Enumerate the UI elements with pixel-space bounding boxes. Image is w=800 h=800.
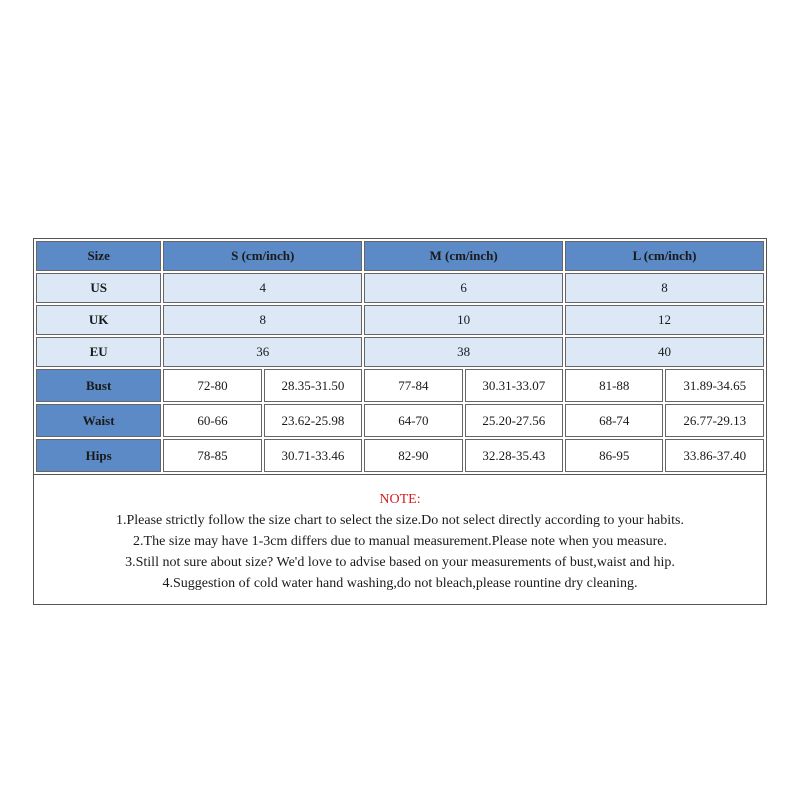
cell: 81-88 — [565, 369, 663, 402]
measure-row-hips — [36, 439, 764, 472]
measure-row-waist — [36, 404, 764, 437]
size-chart — [33, 238, 767, 605]
note-line-3: 3.Still not sure about size? We'd love to advise based on your measurements of bust,waist and hip. — [125, 555, 675, 570]
cell: 30.31-33.07 — [465, 369, 563, 402]
row-label: Waist — [36, 404, 161, 437]
header-size: Size — [36, 241, 161, 271]
cell: 25.20-27.56 — [465, 404, 563, 437]
note-title: NOTE: — [379, 492, 421, 507]
cell: 64-70 — [364, 404, 462, 437]
row-label: Bust — [36, 369, 161, 402]
row-label: Hips — [36, 439, 161, 472]
cell: 12 — [565, 305, 764, 335]
header-s: S (cm/inch) — [163, 241, 362, 271]
note-line-1: 1.Please strictly follow the size chart to select the size.Do not select directly according to your habits. — [116, 513, 684, 528]
cell: 23.62-25.98 — [264, 404, 362, 437]
measure-row-bust — [36, 369, 764, 402]
cell: 36 — [163, 337, 362, 367]
cell: 4 — [163, 273, 362, 303]
cell: 32.28-35.43 — [465, 439, 563, 472]
cell: 86-95 — [565, 439, 663, 472]
row-label: UK — [36, 305, 161, 335]
row-label: EU — [36, 337, 161, 367]
cell: 77-84 — [364, 369, 462, 402]
row-label: US — [36, 273, 161, 303]
cell: 10 — [364, 305, 563, 335]
cell: 31.89-34.65 — [665, 369, 764, 402]
cell: 78-85 — [163, 439, 261, 472]
cell: 72-80 — [163, 369, 261, 402]
cell: 8 — [565, 273, 764, 303]
header-m: M (cm/inch) — [364, 241, 563, 271]
cell: 60-66 — [163, 404, 261, 437]
note-line-2: 2.The size may have 1-3cm differs due to manual measurement.Please note when you measure. — [133, 534, 667, 549]
cell: 38 — [364, 337, 563, 367]
cell: 26.77-29.13 — [665, 404, 764, 437]
size-row-uk — [36, 305, 764, 335]
cell: 6 — [364, 273, 563, 303]
header-l: L (cm/inch) — [565, 241, 764, 271]
size-row-eu — [36, 337, 764, 367]
size-row-us — [36, 273, 764, 303]
cell: 68-74 — [565, 404, 663, 437]
cell: 40 — [565, 337, 764, 367]
cell: 30.71-33.46 — [264, 439, 362, 472]
cell: 33.86-37.40 — [665, 439, 764, 472]
cell: 82-90 — [364, 439, 462, 472]
cell: 8 — [163, 305, 362, 335]
size-table — [34, 239, 766, 474]
cell: 28.35-31.50 — [264, 369, 362, 402]
note-line-4: 4.Suggestion of cold water hand washing,do not bleach,please rountine dry cleaning. — [162, 576, 638, 591]
header-row — [36, 241, 764, 271]
notes-section — [34, 474, 766, 604]
